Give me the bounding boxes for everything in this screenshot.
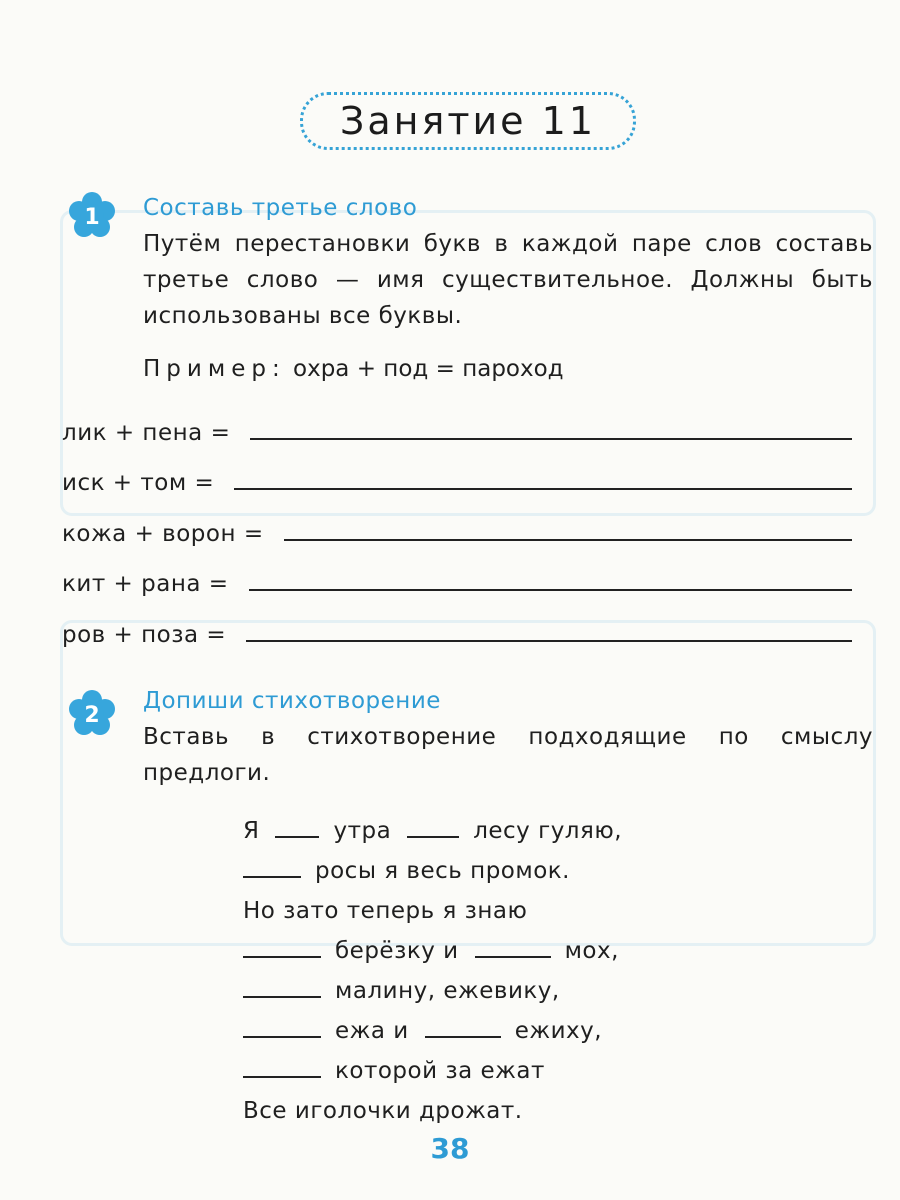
example-line	[143, 356, 564, 382]
preposition-blank[interactable]	[243, 1035, 321, 1038]
poem-word: ежа и	[335, 1018, 409, 1044]
word-pair: кит + рана =	[62, 571, 229, 597]
task1-instruction: Путём перестановки букв в каждой паре слов составь третье слово — имя существительное. Должны быть использованы все буквы.	[143, 231, 873, 329]
poem-text: Все иголочки дрожат.	[243, 1098, 523, 1124]
answer-line[interactable]	[246, 640, 852, 642]
poem-line	[243, 930, 619, 964]
poem-line	[243, 890, 527, 924]
poem-text: Но зато теперь я знаю	[243, 898, 528, 924]
word-pair: ров + поза =	[62, 622, 227, 648]
preposition-blank[interactable]	[407, 835, 459, 838]
svg-text:2: 2	[84, 703, 100, 728]
task2-instruction: Вставь в стихотворение подходящие по смыслу предлоги.	[143, 724, 873, 786]
preposition-blank[interactable]	[243, 875, 301, 878]
preposition-blank[interactable]	[243, 955, 321, 958]
word-pair: лик + пена =	[62, 420, 231, 446]
poem-line	[243, 970, 560, 1004]
preposition-blank[interactable]	[475, 955, 551, 958]
word-pair: иск + том =	[62, 470, 215, 496]
poem-word: лесу гуляю,	[473, 818, 623, 844]
poem-line	[243, 1050, 545, 1084]
poem-word: малину, ежевику,	[335, 978, 560, 1004]
answer-line[interactable]	[250, 438, 852, 440]
poem-line	[243, 1090, 523, 1124]
word-row	[62, 513, 852, 547]
word-pair: кожа + ворон =	[62, 521, 264, 547]
poem-word: которой за ежат	[335, 1058, 545, 1084]
example-text: охра + под = пароход	[293, 356, 564, 382]
flower-badge-icon	[66, 688, 118, 740]
poem-word: берёзку и	[335, 938, 459, 964]
preposition-blank[interactable]	[275, 835, 319, 838]
page-number: 38	[430, 1132, 470, 1165]
preposition-blank[interactable]	[425, 1035, 501, 1038]
word-row	[62, 614, 852, 648]
answer-line[interactable]	[284, 539, 852, 541]
poem-line	[243, 1010, 602, 1044]
word-row	[62, 462, 852, 496]
word-row	[62, 412, 852, 446]
flower-badge-icon	[66, 190, 118, 242]
poem-word: Я	[243, 818, 260, 844]
poem-word: росы я весь промок.	[315, 858, 570, 884]
poem-word: ежиху,	[514, 1018, 603, 1044]
preposition-blank[interactable]	[243, 1075, 321, 1078]
lesson-title: Занятие 11	[300, 92, 636, 150]
svg-text:1: 1	[84, 205, 100, 230]
poem-line	[243, 850, 570, 884]
task2-title: Допиши стихотворение	[143, 688, 441, 714]
word-row	[62, 563, 852, 597]
poem-line	[243, 810, 622, 844]
task1-title: Составь третье слово	[143, 195, 418, 221]
poem-word: утра	[333, 818, 392, 844]
answer-line[interactable]	[234, 488, 852, 490]
answer-line[interactable]	[249, 589, 852, 591]
poem-word: мох,	[564, 938, 619, 964]
preposition-blank[interactable]	[243, 995, 321, 998]
example-label: Пример:	[143, 356, 286, 382]
